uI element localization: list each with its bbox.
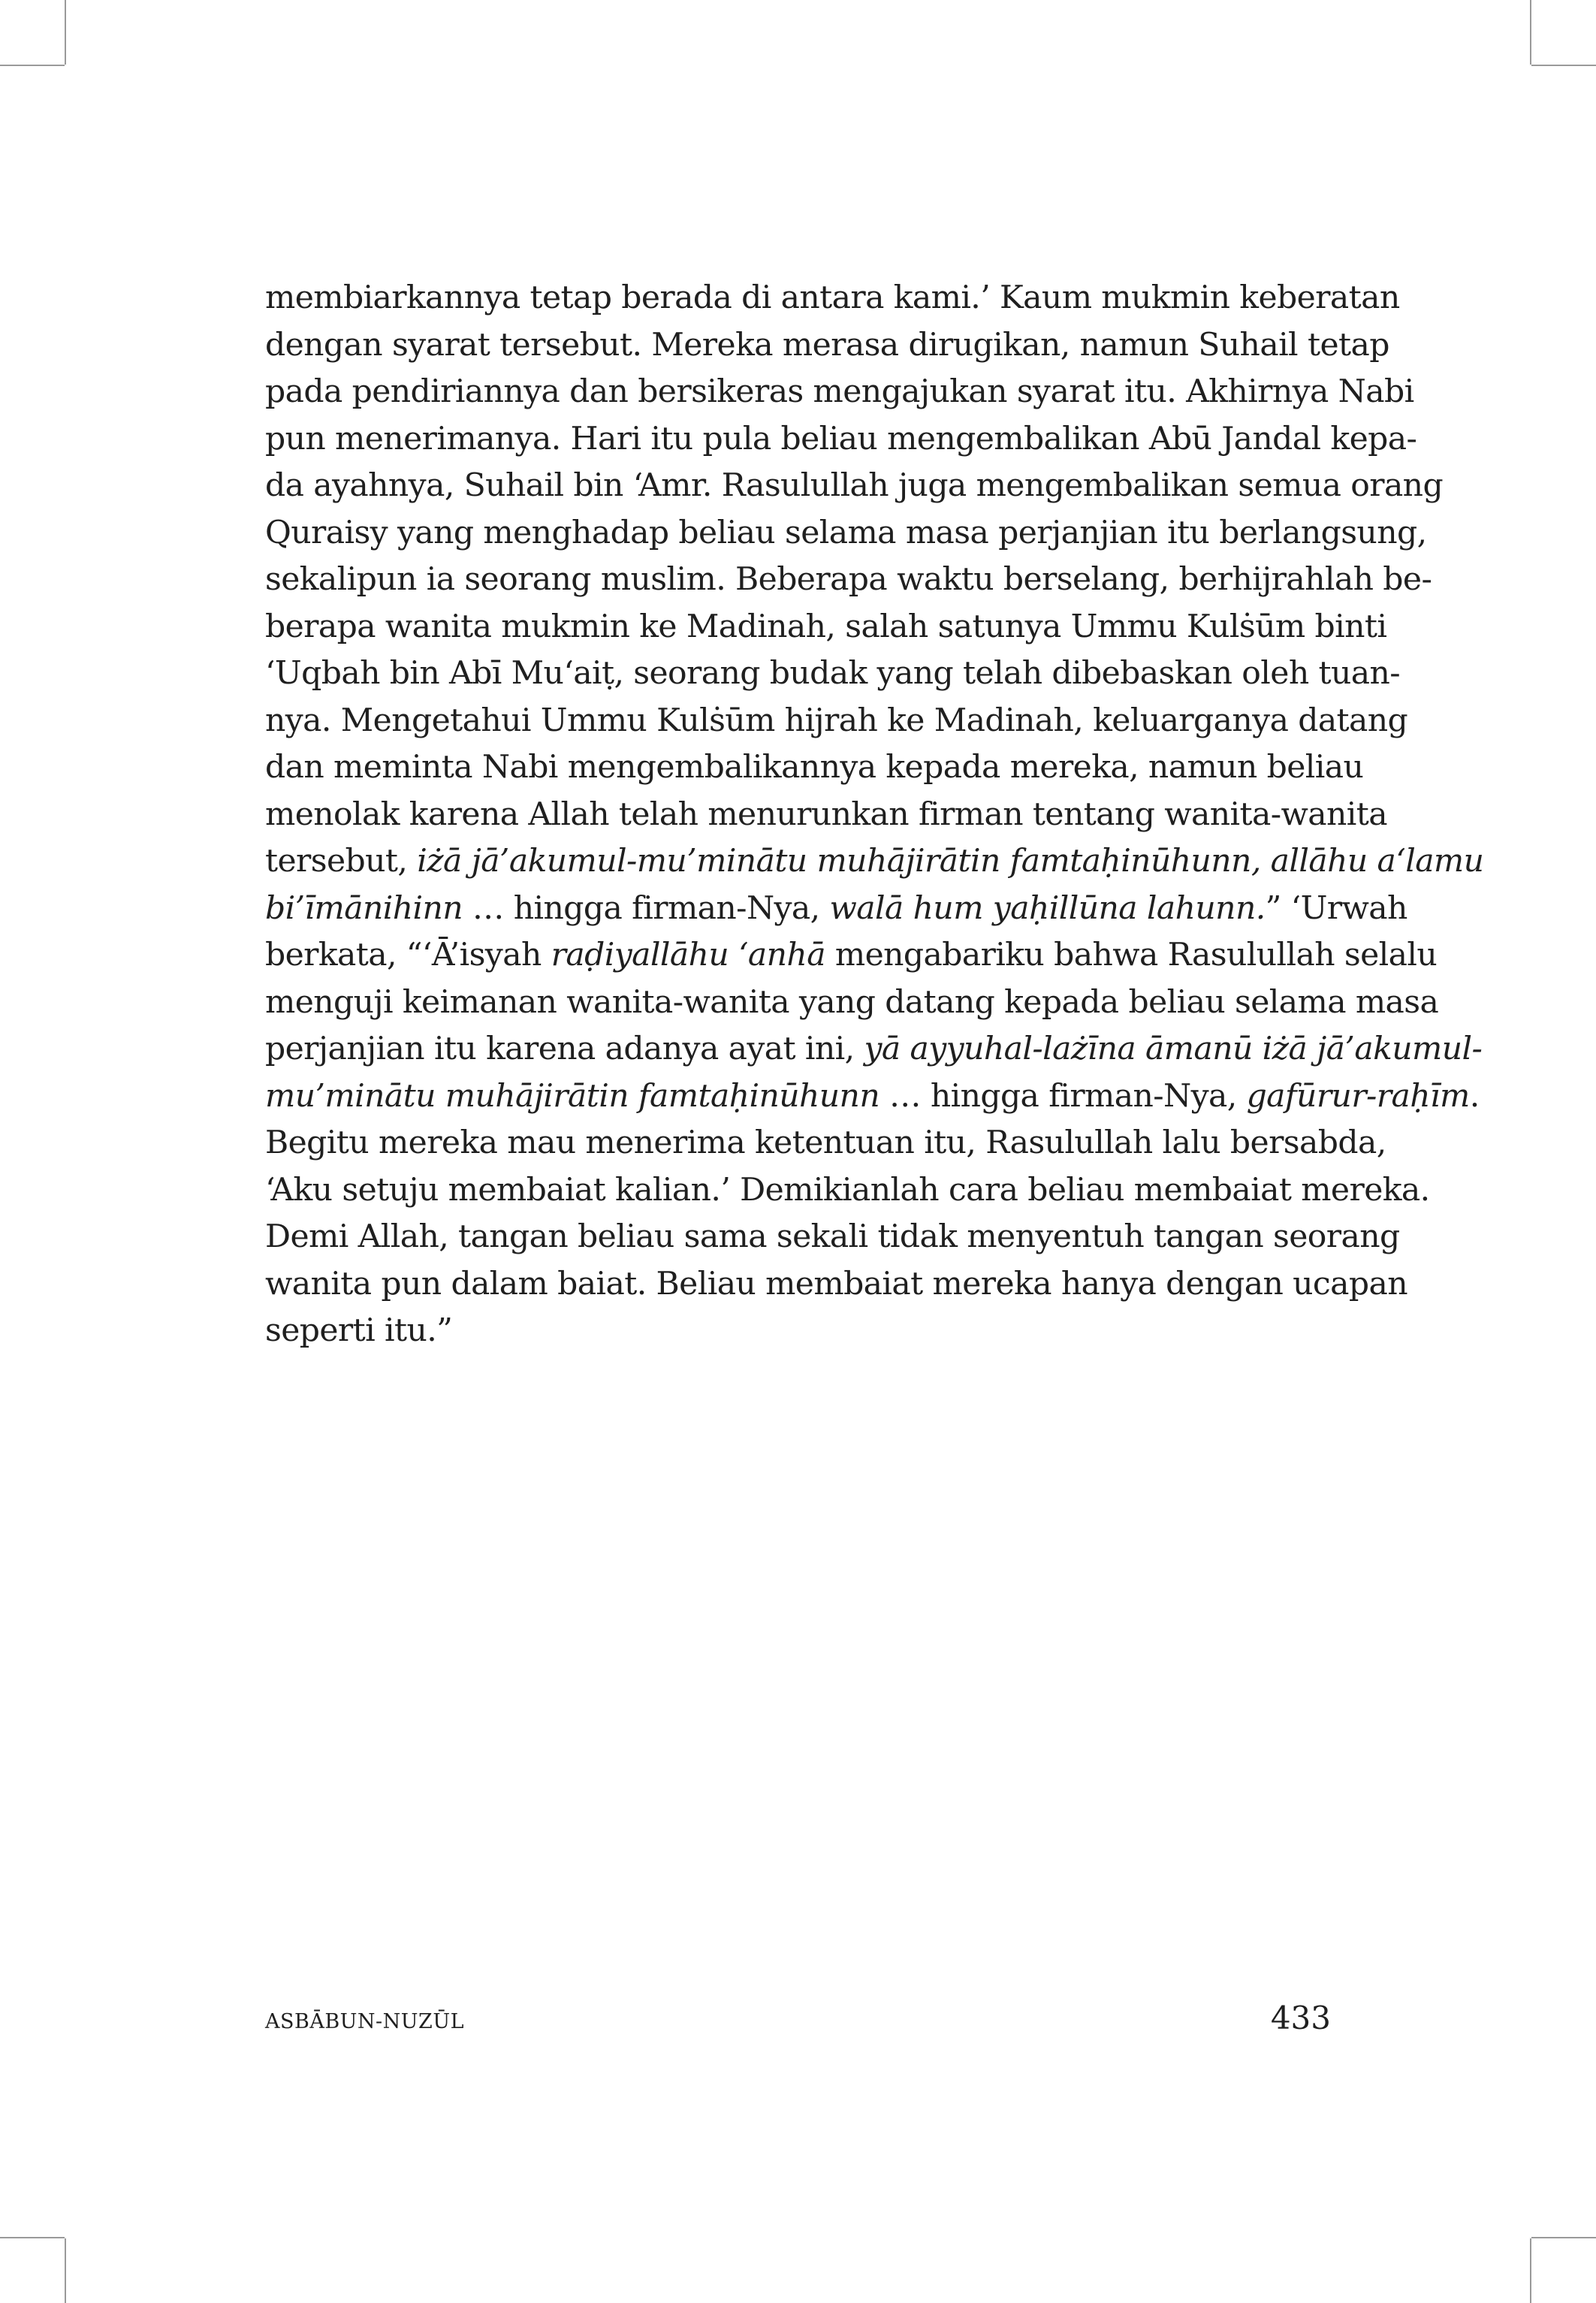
text-line (265, 650, 1401, 698)
running-title: ASBĀBUN-NUZŪL (265, 2010, 465, 2033)
text-segment: seperti itu.” (265, 1312, 453, 1349)
text-segment: berkata, “‘Ā’isyah (265, 937, 551, 973)
crop-mark-top-left-vertical (65, 0, 66, 65)
text-segment: tersebut, (265, 843, 418, 880)
text-line (265, 792, 1387, 839)
crop-mark-top-right-horizontal (1531, 65, 1596, 66)
text-line (265, 932, 1438, 979)
text-segment: dengan syarat tersebut. Mereka merasa dirugikan, namun Suhail tetap (265, 326, 1389, 364)
text-segment: Demi Allah, tangan beliau sama sekali tidak menyentuh tangan seorang (265, 1218, 1400, 1255)
italic-transliteration: gafūrur-raḥīm (1246, 1077, 1470, 1115)
text-line (265, 1261, 1407, 1308)
text-line (265, 463, 1444, 510)
text-line (265, 1120, 1386, 1167)
italic-transliteration: iżā jā’akumul-mu’minātu muhājirātin famtaḥinūhunn, allāhu a‘lamu (417, 843, 1484, 880)
text-segment: membiarkannya tetap berada di antara kami.’ Kaum mukmin keberatan (265, 279, 1400, 316)
text-line (265, 886, 1407, 933)
text-segment: … hingga firman-Nya, (463, 889, 830, 927)
text-line (265, 1073, 1480, 1121)
text-line (265, 744, 1364, 792)
text-line (265, 416, 1417, 463)
crop-mark-bottom-left-horizontal (0, 2237, 65, 2238)
text-segment: Quraisy yang menghadap beliau selama masa perjanjian itu berlangsung, (265, 514, 1427, 551)
text-segment: ‘Uqbah bin Abī Mu‘aiṭ, seorang budak yang telah dibebaskan oleh tuan- (265, 655, 1401, 692)
text-segment: wanita pun dalam baiat. Beliau membaiat mereka hanya dengan ucapan (265, 1265, 1407, 1302)
text-segment: mengabariku bahwa Rasulullah selalu (825, 937, 1438, 973)
text-line (265, 1214, 1400, 1261)
text-segment: pada pendiriannya dan bersikeras mengajukan syarat itu. Akhirnya Nabi (265, 373, 1414, 410)
text-segment: da ayahnya, Suhail bin ‘Amr. Rasulullah juga mengembalikan semua orang (265, 467, 1444, 504)
text-line (265, 979, 1439, 1027)
text-segment: ‘Aku setuju membaiat kalian.’ Demikianlah cara beliau membaiat mereka. (265, 1171, 1430, 1209)
text-segment: dan meminta Nabi mengembalikannya kepada mereka, namun beliau (265, 749, 1364, 786)
italic-transliteration: mu’minātu muhājirātin famtaḥinūhunn (265, 1077, 880, 1115)
text-segment: pun menerimanya. Hari itu pula beliau mengembalikan Abū Jandal kepa- (265, 420, 1417, 457)
italic-transliteration: yā ayyuhal-lażīna āmanū iżā jā’akumul- (864, 1031, 1483, 1067)
text-line (265, 604, 1387, 651)
text-line (265, 322, 1389, 370)
text-line (265, 557, 1432, 604)
text-segment: menguji keimanan wanita-wanita yang datang kepada beliau selama masa (265, 983, 1439, 1021)
text-segment: nya. Mengetahui Ummu Kulṡūm hijrah ke Madinah, keluarganya datang (265, 702, 1408, 739)
text-line (265, 369, 1414, 416)
crop-mark-top-right-vertical (1530, 0, 1531, 65)
text-segment: … hingga firman-Nya, (879, 1077, 1247, 1115)
text-line (265, 838, 1484, 886)
text-segment: sekalipun ia seorang muslim. Beberapa waktu berselang, berhijrahlah be- (265, 561, 1432, 598)
text-segment: ” ‘Urwah (1265, 889, 1407, 927)
italic-transliteration: bi’īmānihinn (265, 889, 463, 927)
body-text (265, 275, 1484, 1355)
page-number: 433 (1270, 2000, 1331, 2036)
italic-transliteration: raḍiyallāhu ‘anhā (551, 937, 825, 973)
text-segment: menolak karena Allah telah menurunkan firman tentang wanita-wanita (265, 795, 1387, 833)
text-line (265, 510, 1427, 557)
text-segment: berapa wanita mukmin ke Madinah, salah satunya Ummu Kulṡūm binti (265, 608, 1387, 645)
text-segment: perjanjian itu karena adanya ayat ini, (265, 1031, 864, 1067)
text-segment: Begitu mereka mau menerima ketentuan itu, Rasulullah lalu bersabda, (265, 1124, 1386, 1161)
crop-mark-top-left-horizontal (0, 65, 65, 66)
italic-transliteration: walā hum yaḥillūna lahunn. (829, 889, 1266, 927)
crop-mark-bottom-right-vertical (1530, 2238, 1531, 2303)
crop-mark-bottom-left-vertical (65, 2238, 66, 2303)
text-line (265, 1026, 1483, 1073)
text-line (265, 698, 1408, 745)
text-line (265, 1308, 1332, 1355)
text-segment: . (1469, 1077, 1480, 1115)
text-line (265, 275, 1400, 322)
text-line (265, 1167, 1430, 1215)
crop-mark-bottom-right-horizontal (1531, 2237, 1596, 2238)
